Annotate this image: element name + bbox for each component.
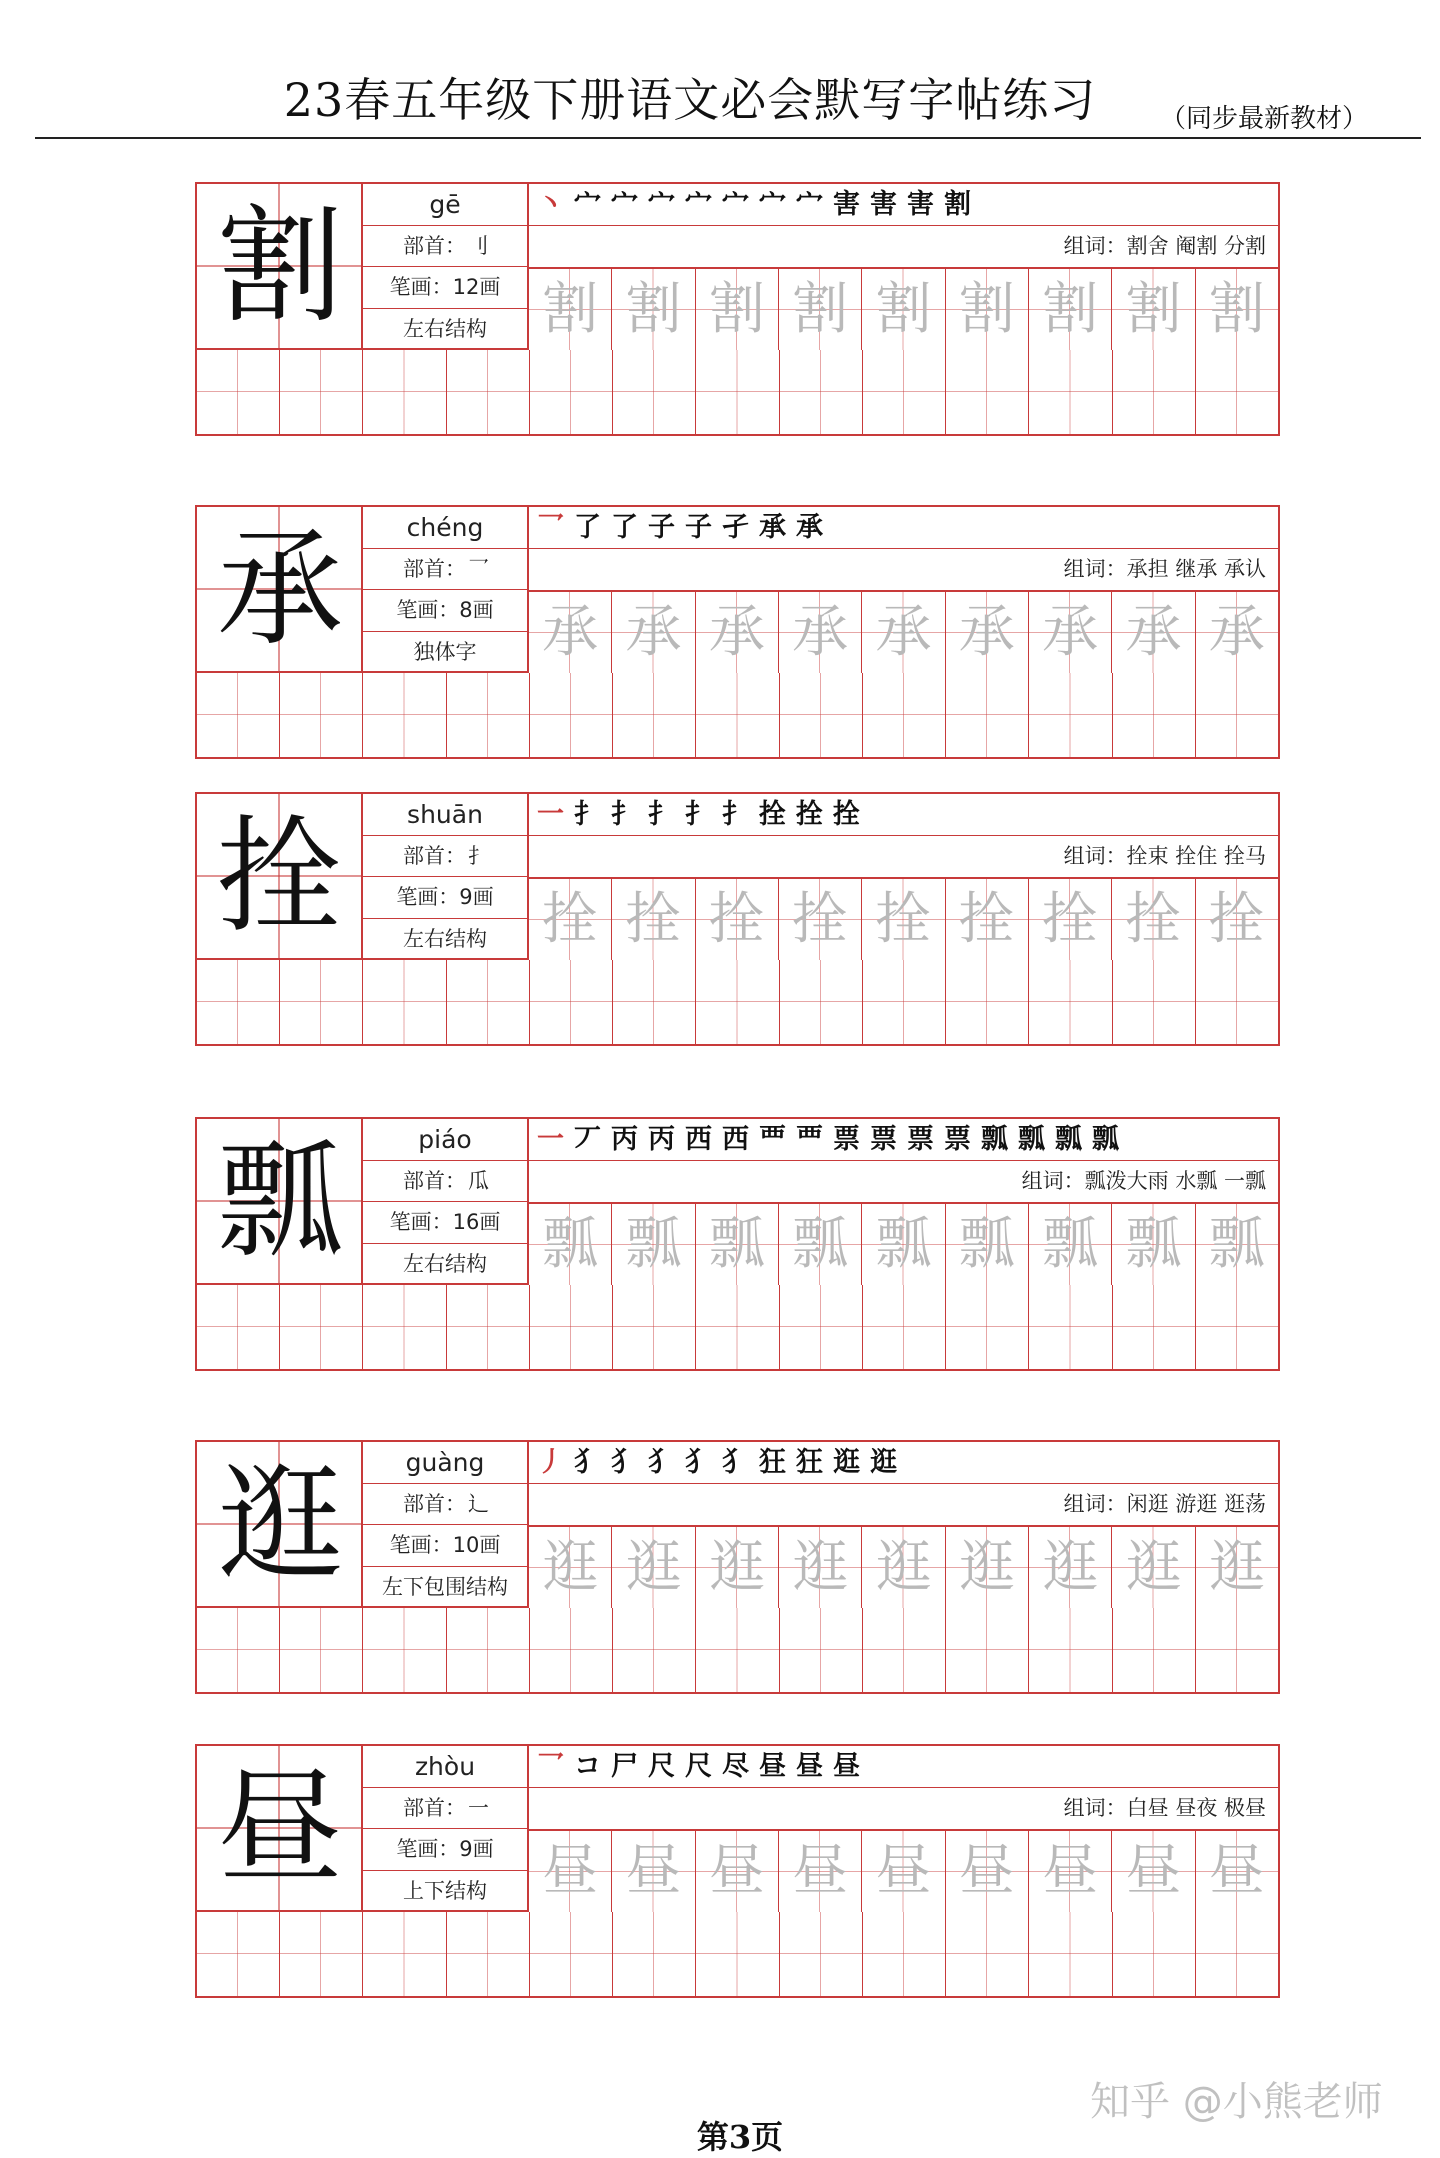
practice-cell[interactable]: [1029, 1912, 1112, 1996]
words-value: 割舍 阉割 分割: [1126, 233, 1266, 258]
practice-cell[interactable]: [696, 960, 779, 1044]
trace-cell: 瓢: [1029, 1204, 1112, 1285]
practice-cell[interactable]: [197, 1608, 280, 1692]
trace-cell: 逛: [862, 1527, 945, 1608]
main-character: 瓢: [217, 1128, 343, 1275]
radical-label: 部首：: [403, 1168, 466, 1193]
character-info: [363, 507, 529, 673]
practice-cell[interactable]: [197, 1912, 280, 1996]
practice-cell[interactable]: [447, 673, 530, 757]
words-value: 承担 继承 承认: [1126, 556, 1266, 581]
stroke-step: 犭: [722, 1447, 749, 1478]
practice-cell[interactable]: [197, 350, 280, 434]
trace-cell: 瓢: [612, 1204, 695, 1285]
practice-cell[interactable]: [280, 673, 363, 757]
stroke-order: [529, 507, 1278, 549]
practice-cell[interactable]: [1196, 960, 1278, 1044]
stroke-step: 丙: [648, 1124, 675, 1155]
stroke-step: 西: [685, 1124, 712, 1155]
trace-cell: 瓢: [1112, 1204, 1195, 1285]
trace-cell: 割: [612, 269, 695, 350]
stroke-step: 扌: [574, 799, 601, 830]
stroke-step: 覀: [759, 1124, 786, 1155]
stroke-step: 扌: [685, 799, 712, 830]
trace-row: [529, 590, 1278, 673]
stroke-step: 瓢: [1018, 1124, 1045, 1155]
structure: 左下包围结构: [382, 1574, 508, 1599]
words-label: 组词：: [1063, 1491, 1127, 1516]
stroke-step: 宀: [574, 189, 601, 220]
word-examples: [529, 549, 1278, 591]
stroke-step: 犭: [611, 1447, 638, 1478]
trace-cell: 逛: [612, 1527, 695, 1608]
practice-cell[interactable]: [696, 350, 779, 434]
practice-cell[interactable]: [613, 673, 696, 757]
stroke-step: 昼: [759, 1751, 786, 1782]
trace-cell: 割: [946, 269, 1029, 350]
main-character-box: [197, 184, 363, 350]
stroke-step: 乛: [537, 1751, 564, 1782]
pinyin: guàng: [363, 1442, 527, 1484]
stroke-order: [529, 184, 1278, 226]
pinyin: shuān: [363, 794, 527, 836]
stroke-step: 犭: [685, 1447, 712, 1478]
practice-row: [197, 1285, 1278, 1369]
trace-cell: 拴: [1029, 879, 1112, 960]
page-number: 第3页: [696, 2118, 784, 2156]
practice-cell[interactable]: [530, 960, 613, 1044]
watermark: 知乎 @小熊老师: [1090, 2079, 1383, 2125]
words-label: 组词：: [1063, 556, 1127, 581]
practice-cell[interactable]: [530, 673, 613, 757]
radical: [363, 549, 527, 591]
stroke-step: 孑: [722, 512, 749, 543]
practice-cell[interactable]: [863, 1912, 946, 1996]
trace-cell: 承: [946, 592, 1029, 673]
trace-cell: 承: [612, 592, 695, 673]
stroke-step: 承: [796, 512, 823, 543]
practice-cell[interactable]: [1113, 350, 1196, 434]
stroke-step: 扌: [611, 799, 638, 830]
trace-cell: 瓢: [946, 1204, 1029, 1285]
stroke-step: 票: [944, 1124, 971, 1155]
main-character-box: [197, 794, 363, 960]
trace-cell: 昼: [779, 1831, 862, 1912]
practice-cell[interactable]: [613, 1912, 696, 1996]
stroke-order: [529, 1442, 1278, 1484]
practice-cell[interactable]: [863, 673, 946, 757]
character-info: [363, 794, 529, 960]
structure: 上下结构: [403, 1878, 487, 1903]
page-subtitle: （同步最新教材）: [1160, 104, 1369, 134]
stroke-step: 割: [944, 189, 971, 220]
practice-cell[interactable]: [696, 1285, 779, 1369]
practice-cell[interactable]: [780, 1912, 863, 1996]
structure: 左右结构: [403, 1251, 487, 1276]
practice-cell[interactable]: [780, 350, 863, 434]
trace-cell: 割: [1196, 269, 1278, 350]
practice-cell[interactable]: [946, 673, 1029, 757]
main-character: 割: [217, 193, 343, 340]
main-character-box: [197, 1746, 363, 1912]
trace-cell: 承: [1112, 592, 1195, 673]
practice-cell[interactable]: [780, 1608, 863, 1692]
stroke-step: 尺: [648, 1751, 675, 1782]
stroke-step: 尽: [722, 1751, 749, 1782]
radical-label: 部首：: [403, 556, 466, 581]
trace-cell: 逛: [779, 1527, 862, 1608]
radical-label: 部首：: [403, 843, 466, 868]
pinyin: piáo: [363, 1119, 527, 1161]
practice-cell[interactable]: [946, 1608, 1029, 1692]
stroke-step: 子: [648, 512, 675, 543]
practice-cell[interactable]: [530, 1285, 613, 1369]
practice-cell[interactable]: [1113, 1285, 1196, 1369]
trace-cell: 昼: [862, 1831, 945, 1912]
trace-cell: 瓢: [529, 1204, 612, 1285]
stroke-step: 犭: [574, 1447, 601, 1478]
words-value: 闲逛 游逛 逛荡: [1126, 1491, 1266, 1516]
practice-cell[interactable]: [447, 1912, 530, 1996]
practice-cell[interactable]: [1029, 1285, 1112, 1369]
practice-cell[interactable]: [447, 960, 530, 1044]
practice-cell[interactable]: [613, 350, 696, 434]
trace-row: [529, 1525, 1278, 1608]
practice-cell[interactable]: [363, 673, 446, 757]
practice-cell[interactable]: [197, 1285, 280, 1369]
stroke-step: 害: [833, 189, 860, 220]
stroke-step: 丿: [537, 1447, 564, 1478]
stroke-count: 笔画：9画: [363, 1829, 527, 1871]
word-examples: [529, 836, 1278, 878]
practice-cell[interactable]: [1196, 350, 1278, 434]
practice-cell[interactable]: [280, 1285, 363, 1369]
stroke-count: 笔画：12画: [363, 267, 527, 309]
practice-cell[interactable]: [696, 673, 779, 757]
practice-cell[interactable]: [1029, 350, 1112, 434]
words-label: 组词：: [1063, 1795, 1127, 1820]
trace-row: [529, 1202, 1278, 1285]
stroke-step: 宀: [611, 189, 638, 220]
trace-cell: 昼: [529, 1831, 612, 1912]
trace-cell: 瓢: [1196, 1204, 1278, 1285]
practice-cell[interactable]: [197, 960, 280, 1044]
stroke-step: 犭: [648, 1447, 675, 1478]
practice-cell[interactable]: [613, 1608, 696, 1692]
pinyin: chéng: [363, 507, 527, 549]
trace-cell: 逛: [529, 1527, 612, 1608]
practice-cell[interactable]: [863, 960, 946, 1044]
practice-cell[interactable]: [946, 350, 1029, 434]
main-character-box: [197, 507, 363, 673]
stroke-step: 瓢: [1092, 1124, 1119, 1155]
practice-cell[interactable]: [780, 1285, 863, 1369]
practice-cell[interactable]: [363, 1285, 446, 1369]
stroke-count: 笔画：10画: [363, 1525, 527, 1567]
words-label: 组词：: [1063, 843, 1127, 868]
stroke-step: 拴: [759, 799, 786, 830]
main-character: 拴: [217, 803, 343, 950]
practice-row: [197, 673, 1278, 757]
trace-cell: 割: [1112, 269, 1195, 350]
stroke-count: 笔画：8画: [363, 590, 527, 632]
main-character: 昼: [217, 1755, 343, 1902]
trace-cell: 昼: [946, 1831, 1029, 1912]
stroke-order: [529, 1119, 1278, 1161]
radical: [363, 1788, 527, 1830]
stroke-step: 扌: [722, 799, 749, 830]
stroke-step: 扌: [648, 799, 675, 830]
character-sheet: [195, 1744, 1280, 1998]
practice-row: [197, 350, 1278, 434]
radical-value: 一: [468, 1795, 489, 1820]
trace-cell: 昼: [612, 1831, 695, 1912]
practice-cell[interactable]: [1113, 960, 1196, 1044]
character-sheet: [195, 1440, 1280, 1694]
stroke-step: 丙: [611, 1124, 638, 1155]
stroke-step: 尺: [685, 1751, 712, 1782]
radical: [363, 1161, 527, 1203]
trace-cell: 逛: [946, 1527, 1029, 1608]
trace-cell: 逛: [1196, 1527, 1278, 1608]
practice-cell[interactable]: [363, 350, 446, 434]
trace-cell: 昼: [1196, 1831, 1278, 1912]
words-value: 瓢泼大雨 水瓢 一瓢: [1084, 1168, 1266, 1193]
word-examples: [529, 1788, 1278, 1830]
trace-cell: 瓢: [696, 1204, 779, 1285]
trace-cell: 拴: [779, 879, 862, 960]
character-info: [363, 184, 529, 350]
trace-row: [529, 267, 1278, 350]
practice-cell[interactable]: [1196, 673, 1278, 757]
stroke-step: 票: [833, 1124, 860, 1155]
stroke-order: [529, 1746, 1278, 1788]
trace-cell: 瓢: [862, 1204, 945, 1285]
main-character-box: [197, 1119, 363, 1285]
stroke-step: 覀: [796, 1124, 823, 1155]
radical-value: 扌: [468, 843, 489, 868]
practice-cell[interactable]: [1029, 673, 1112, 757]
practice-cell[interactable]: [613, 1285, 696, 1369]
pinyin: zhòu: [363, 1746, 527, 1788]
trace-cell: 逛: [696, 1527, 779, 1608]
practice-cell[interactable]: [363, 1912, 446, 1996]
trace-cell: 割: [696, 269, 779, 350]
radical: [363, 1484, 527, 1526]
stroke-step: 拴: [833, 799, 860, 830]
practice-cell[interactable]: [1029, 1608, 1112, 1692]
stroke-step: 逛: [833, 1447, 860, 1478]
word-examples: [529, 1484, 1278, 1526]
stroke-step: 丶: [537, 189, 564, 220]
trace-cell: 承: [529, 592, 612, 673]
stroke-step: 害: [907, 189, 934, 220]
practice-cell[interactable]: [363, 960, 446, 1044]
stroke-step: 瓢: [981, 1124, 1008, 1155]
practice-cell[interactable]: [946, 960, 1029, 1044]
main-character-box: [197, 1442, 363, 1608]
stroke-step: 承: [759, 512, 786, 543]
stroke-step: 了: [574, 512, 601, 543]
practice-cell[interactable]: [863, 350, 946, 434]
practice-cell[interactable]: [1113, 673, 1196, 757]
stroke-step: 昼: [796, 1751, 823, 1782]
practice-cell[interactable]: [863, 1285, 946, 1369]
stroke-step: コ: [574, 1751, 601, 1782]
character-info: [363, 1746, 529, 1912]
stroke-step: 西: [722, 1124, 749, 1155]
trace-cell: 逛: [1112, 1527, 1195, 1608]
page-title: 23春五年级下册语文必会默写字帖练习: [283, 73, 1097, 127]
practice-cell[interactable]: [1113, 1912, 1196, 1996]
pinyin: gē: [363, 184, 527, 226]
stroke-step: 宀: [648, 189, 675, 220]
trace-cell: 拴: [612, 879, 695, 960]
main-character: 承: [217, 516, 343, 663]
trace-cell: 承: [696, 592, 779, 673]
trace-cell: 承: [1029, 592, 1112, 673]
trace-cell: 承: [1196, 592, 1278, 673]
practice-cell[interactable]: [280, 1608, 363, 1692]
character-sheet: [195, 792, 1280, 1046]
practice-cell[interactable]: [280, 960, 363, 1044]
stroke-step: 拴: [796, 799, 823, 830]
practice-cell[interactable]: [696, 1912, 779, 1996]
practice-cell[interactable]: [1113, 1608, 1196, 1692]
radical: [363, 836, 527, 878]
radical-value: 乛: [468, 556, 489, 581]
trace-row: [529, 1829, 1278, 1912]
trace-cell: 承: [862, 592, 945, 673]
character-sheet: [195, 1117, 1280, 1371]
radical-label: 部首：: [403, 1491, 466, 1516]
word-examples: [529, 1161, 1278, 1203]
practice-cell[interactable]: [280, 1912, 363, 1996]
stroke-count: 笔画：16画: [363, 1202, 527, 1244]
stroke-step: 票: [907, 1124, 934, 1155]
practice-cell[interactable]: [1196, 1608, 1278, 1692]
trace-cell: 拴: [946, 879, 1029, 960]
stroke-step: 宀: [685, 189, 712, 220]
stroke-step: 尸: [611, 1751, 638, 1782]
structure: 独体字: [413, 639, 477, 664]
trace-cell: 拴: [696, 879, 779, 960]
words-label: 组词：: [1021, 1168, 1085, 1193]
trace-cell: 割: [779, 269, 862, 350]
character-info: [363, 1119, 529, 1285]
practice-cell[interactable]: [447, 1285, 530, 1369]
practice-cell[interactable]: [363, 1608, 446, 1692]
practice-cell[interactable]: [863, 1608, 946, 1692]
practice-cell[interactable]: [780, 673, 863, 757]
practice-cell[interactable]: [530, 1912, 613, 1996]
trace-cell: 拴: [1112, 879, 1195, 960]
radical-value: 刂: [468, 233, 489, 258]
practice-row: [197, 1608, 1278, 1692]
practice-cell[interactable]: [1029, 960, 1112, 1044]
stroke-step: 宀: [722, 189, 749, 220]
character-sheet: [195, 182, 1280, 436]
practice-cell[interactable]: [447, 350, 530, 434]
trace-cell: 昼: [696, 1831, 779, 1912]
word-examples: [529, 226, 1278, 268]
practice-cell[interactable]: [280, 350, 363, 434]
stroke-step: 一: [537, 1124, 564, 1155]
stroke-step: 宀: [796, 189, 823, 220]
stroke-step: 昼: [833, 1751, 860, 1782]
trace-cell: 割: [862, 269, 945, 350]
stroke-step: 了: [611, 512, 638, 543]
stroke-step: 害: [870, 189, 897, 220]
words-value: 白昼 昼夜 极昼: [1126, 1795, 1266, 1820]
practice-cell[interactable]: [780, 960, 863, 1044]
stroke-step: 票: [870, 1124, 897, 1155]
stroke-step: 一: [537, 799, 564, 830]
stroke-step: 狂: [796, 1447, 823, 1478]
title-divider: [35, 137, 1421, 139]
trace-cell: 昼: [1029, 1831, 1112, 1912]
stroke-step: 瓢: [1055, 1124, 1082, 1155]
practice-cell[interactable]: [197, 673, 280, 757]
trace-cell: 逛: [1029, 1527, 1112, 1608]
radical-value: 瓜: [468, 1168, 489, 1193]
practice-cell[interactable]: [946, 1285, 1029, 1369]
radical-label: 部首：: [403, 1795, 466, 1820]
practice-cell[interactable]: [530, 350, 613, 434]
trace-cell: 瓢: [779, 1204, 862, 1285]
practice-cell[interactable]: [1196, 1285, 1278, 1369]
words-value: 拴束 拴住 拴马: [1126, 843, 1266, 868]
practice-cell[interactable]: [1196, 1912, 1278, 1996]
trace-cell: 割: [529, 269, 612, 350]
stroke-order: [529, 794, 1278, 836]
character-sheet: [195, 505, 1280, 759]
trace-cell: 拴: [529, 879, 612, 960]
structure: 左右结构: [403, 316, 487, 341]
trace-cell: 承: [779, 592, 862, 673]
stroke-step: 乛: [537, 512, 564, 543]
radical-value: 辶: [468, 1491, 489, 1516]
stroke-step: 宀: [759, 189, 786, 220]
stroke-step: 丆: [574, 1124, 601, 1155]
main-character: 逛: [217, 1451, 343, 1598]
trace-row: [529, 877, 1278, 960]
stroke-step: 狂: [759, 1447, 786, 1478]
practice-cell[interactable]: [946, 1912, 1029, 1996]
trace-cell: 割: [1029, 269, 1112, 350]
stroke-count: 笔画：9画: [363, 877, 527, 919]
trace-cell: 拴: [862, 879, 945, 960]
practice-cell[interactable]: [696, 1608, 779, 1692]
practice-cell[interactable]: [447, 1608, 530, 1692]
radical: [363, 226, 527, 268]
structure: 左右结构: [403, 926, 487, 951]
practice-cell[interactable]: [613, 960, 696, 1044]
character-info: [363, 1442, 529, 1608]
practice-cell[interactable]: [530, 1608, 613, 1692]
radical-label: 部首：: [403, 233, 466, 258]
practice-row: [197, 1912, 1278, 1996]
trace-cell: 拴: [1196, 879, 1278, 960]
practice-row: [197, 960, 1278, 1044]
stroke-step: 子: [685, 512, 712, 543]
words-label: 组词：: [1063, 233, 1127, 258]
stroke-step: 逛: [870, 1447, 897, 1478]
trace-cell: 昼: [1112, 1831, 1195, 1912]
